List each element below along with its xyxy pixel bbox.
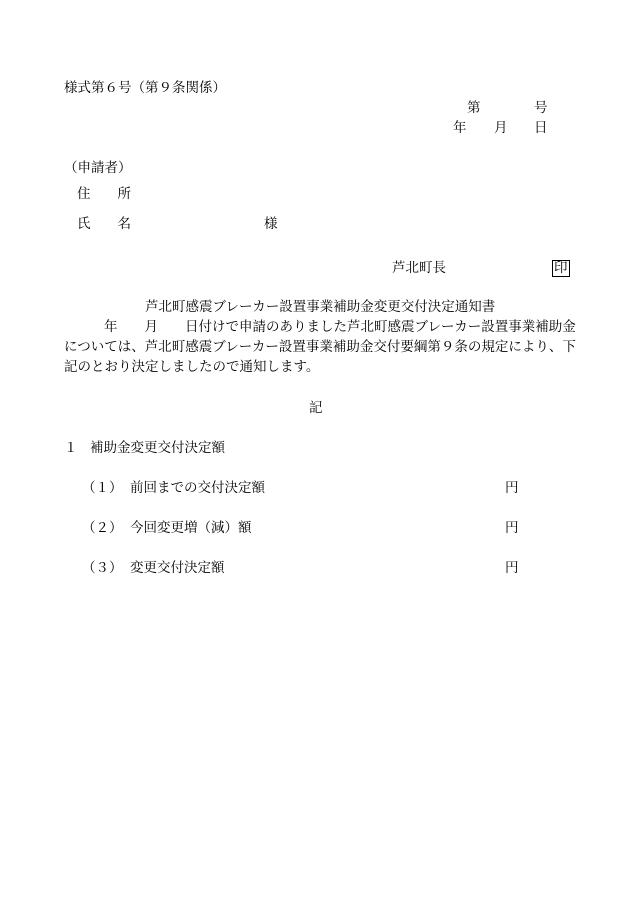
name-label: 氏 名 [77,216,131,232]
item-number: （３） [82,560,123,576]
section-title: 補助金変更交付決定額 [90,440,225,456]
date-day: 日 [534,120,548,136]
document-title: 芦北町感震ブレーカー設置事業補助金変更交付決定通知書 [145,299,496,315]
seal-mark [552,260,570,277]
item-label: 今回変更増（減）額 [130,520,252,536]
item-unit: 円 [505,560,519,576]
date-month: 月 [494,120,508,136]
doc-number-prefix: 第 [467,100,481,116]
section-number: １ [64,440,78,456]
honorific: 様 [264,216,278,232]
ki-marker: 記 [309,400,323,416]
applicant-heading: （申請者） [64,160,132,176]
seal-text: 印 [554,260,568,276]
item-unit: 円 [505,520,519,536]
item-number: （１） [82,480,123,496]
address-label: 住 所 [77,186,131,202]
doc-number-suffix: 号 [534,100,548,116]
body-line-3: 記のとおり決定しましたので通知します。 [64,359,320,375]
body-line-1: 年 月 日付けで申請のありました芦北町感震ブレーカー設置事業補助金 [104,319,576,335]
item-label: 前回までの交付決定額 [130,480,265,496]
date-year: 年 [453,120,467,136]
body-line-2: については、芦北町感震ブレーカー設置事業補助金交付要綱第９条の規定により、下 [64,339,576,355]
item-number: （２） [82,520,123,536]
item-label: 変更交付決定額 [130,560,225,576]
form-label: 様式第６号（第９条関係） [64,80,226,96]
issuer-title: 芦北町長 [392,260,446,276]
item-unit: 円 [505,480,519,496]
